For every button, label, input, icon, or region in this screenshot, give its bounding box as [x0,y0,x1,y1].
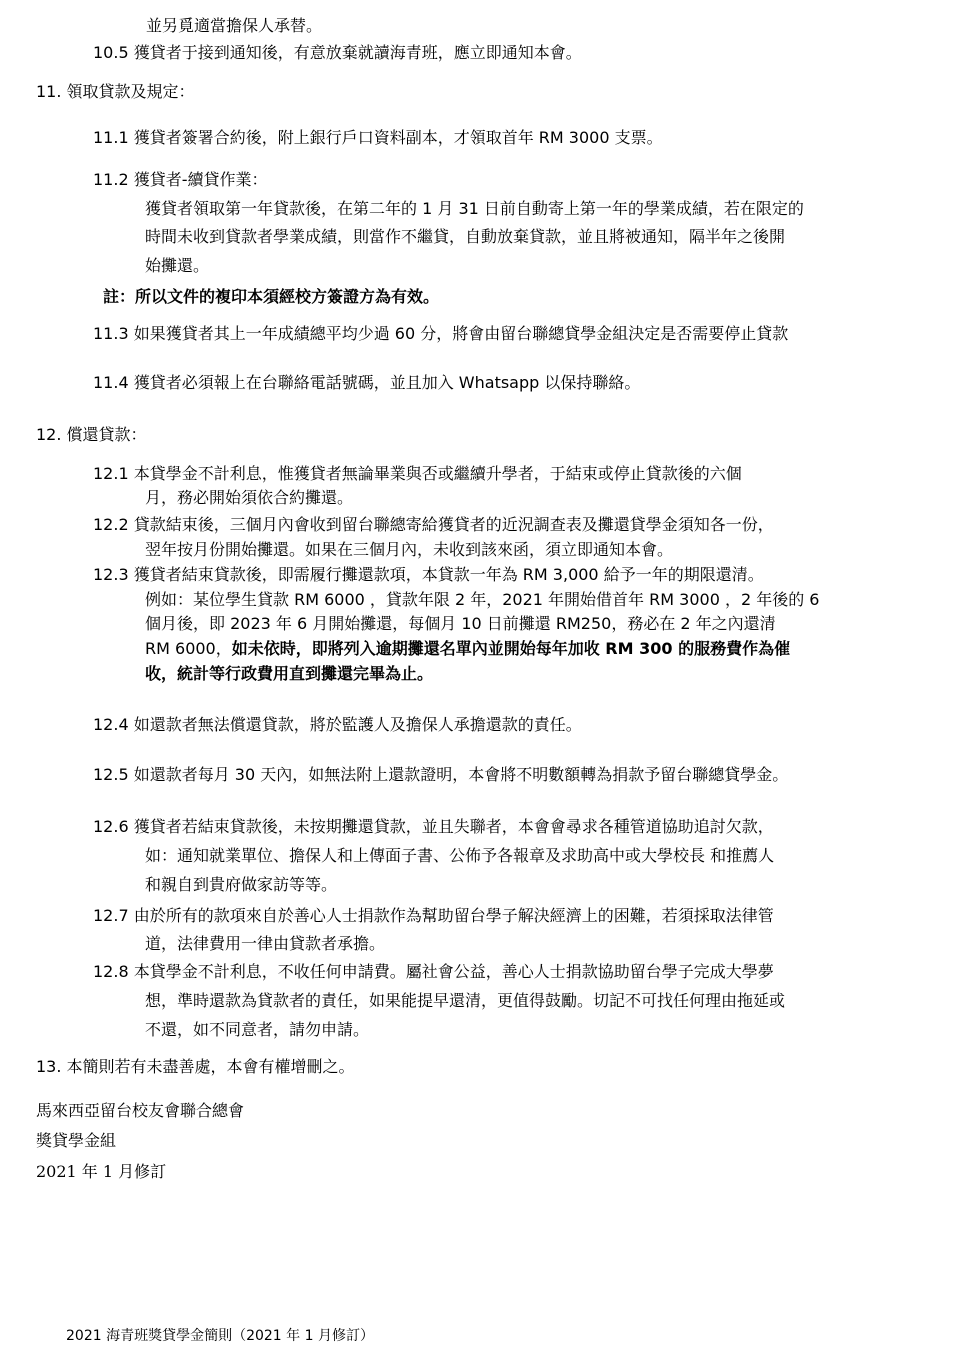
clause-11-2: 11.2 獲貸者-續貸作業： [93,170,268,189]
clause-12-8-text: 不還，如不同意者，請勿申請。 [145,1020,370,1039]
clause-12-7-text: 道，法律費用一律由貸款者承擔。 [145,934,386,953]
clause-12-8: 12.8 本貸學金不計利息，不收任何申請費。屬社會公益，善心人士捐款協助留台學子完成大學夢 [93,962,774,981]
clause-12-5: 12.5 如還款者每月 30 天內，如無法附上還款證明，本會將不明數額轉為捐款予留台聯總貸學金。 [93,765,789,784]
signature-organization: 馬來西亞留台校友會聯合總會 [36,1101,245,1120]
clause-12-3-text [145,635,790,662]
clause-12-3: 12.3 獲貸者結束貸款後，即需履行攤還款項，本貸款一年為 RM 3,000 給予一年的期限還清。 [93,565,764,584]
clause-12-4: 12.4 如還款者無法償還貸款，將於監護人及擔保人承擔還款的責任。 [93,715,582,734]
clause-12-3-warning: 如未依時，即將列入逾期攤還名單內並開始每年加收 RM 300 的服務費作為催 [231,639,791,658]
clause-12-3-amount: RM 6000， [145,639,232,658]
clause-12-1: 12.1 本貸學金不計利息，惟獲貸者無論畢業與否或繼續升學者，于結束或停止貸款後的六個 [93,464,742,483]
clause-11-1: 11.1 獲貸者簽署合約後，附上銀行戶口資料副本，才領取首年 RM 3000 支票。 [93,128,663,147]
clause-12-6: 12.6 獲貸者若結束貸款後，未按期攤還貸款，並且失聯者，本會會尋求各種管道協助追討欠款， [93,817,774,836]
clause-11-2-text: 獲貸者領取第一年貸款後，在第二年的 1 月 31 日前自動寄上第一年的學業成績，若在限定的 [145,199,804,218]
section-heading-11: 11. 領取貸款及規定： [36,82,195,101]
clause-12-2-text: 翌年按月份開始攤還。如果在三個月內，未收到該來函，須立即通知本會。 [145,540,674,559]
clause-12-8-text: 想，準時還款為貸款者的責任，如果能提早還清，更值得鼓勵。切記不可找任何理由拖延或 [145,991,786,1010]
section-heading-13: 13. 本簡則若有未盡善處，本會有權增刪之。 [36,1057,355,1076]
signature-unit: 獎貸學金組 [36,1131,117,1150]
text-line: 並另覓適當擔保人承替。 [146,16,323,35]
clause-12-3-warning: 收，統計等行政費用直到攤還完畢為止。 [145,664,434,683]
page-footer: 2021 海青班獎貸學金簡則（2021 年 1 月修訂） [66,1328,374,1344]
clause-12-3-text: 個月後，即 2023 年 6 月開始攤還，每個月 10 日前攤還 RM250，務必在 2 年之內還清 [145,614,776,633]
clause-12-1-text: 月，務必開始須依合約攤還。 [145,488,354,507]
clause-12-2: 12.2 貸款結束後，三個月內會收到留台聯總寄給獲貸者的近況調查表及攤還貸學金須知各一份， [93,515,774,534]
note-text: 註：所以文件的複印本須經校方簽證方為有效。 [103,287,440,306]
clause-12-6-text: 和親自到貴府做家訪等等。 [145,875,338,894]
clause-11-2-text: 時間未收到貸款者學業成績，則當作不繼貸，自動放棄貸款，並且將被通知，隔半年之後開 [145,227,786,246]
signature-date: 2021 年 1 月修訂 [36,1162,167,1181]
clause-12-6-text: 如：通知就業單位、擔保人和上傳面子書、公佈予各報章及求助高中或大學校長 和推薦人 [145,846,775,865]
clause-11-2-text: 始攤還。 [145,256,210,275]
clause-12-7: 12.7 由於所有的款項來自於善心人士捐款作為幫助留台學子解決經濟上的困難，若須採取法律管 [93,906,774,925]
clause-10-5: 10.5 獲貸者于接到通知後，有意放棄就讀海青班，應立即通知本會。 [93,43,582,62]
section-heading-12: 12. 償還貸款： [36,425,147,444]
clause-11-4: 11.4 獲貸者必須報上在台聯絡電話號碼，並且加入 Whatsapp 以保持聯絡。 [93,373,641,392]
clause-11-3: 11.3 如果獲貸者其上一年成績總平均少過 60 分，將會由留台聯總貸學金組決定是否需要停止貸款 [93,324,789,343]
clause-12-3-text: 例如：某位學生貸款 RM 6000 ，貸款年限 2 年，2021 年開始借首年 RM 3000 ，2 年後的 6 [145,590,820,609]
